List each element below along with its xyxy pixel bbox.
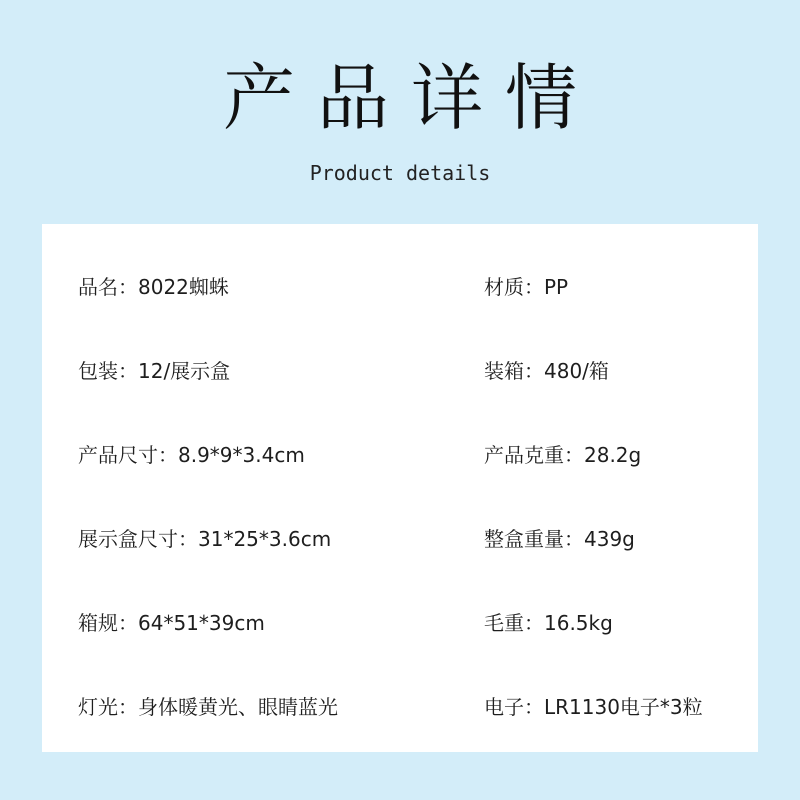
spec-row [42,608,758,638]
spec-lighting: 灯光：身体暖黄光、眼睛蓝光 [78,695,338,719]
spec-card [42,224,758,752]
spec-product-size: 产品尺寸：8.9*9*3.4cm [78,443,305,467]
spec-row [42,356,758,386]
spec-row [42,272,758,302]
page-subtitle: Product details [309,161,491,185]
spec-material: 材质：PP [484,275,569,299]
spec-product-name: 品名：8022蜘蛛 [78,275,229,299]
spec-carton-size: 箱规：64*51*39cm [78,611,265,635]
spec-gross-weight: 毛重：16.5kg [484,611,613,635]
spec-packaging: 包装：12/展示盒 [78,359,231,383]
page-title: 产品详情 [222,56,599,140]
spec-display-box-size: 展示盒尺寸：31*25*3.6cm [78,527,332,551]
spec-row [42,524,758,554]
spec-battery: 电子：LR1130电子*3粒 [484,695,703,719]
spec-box-weight: 整盒重量：439g [484,527,635,551]
spec-row [42,692,758,722]
spec-carton-quantity: 装箱：480/箱 [484,359,609,383]
spec-product-weight: 产品克重：28.2g [484,443,642,467]
spec-row [42,440,758,470]
